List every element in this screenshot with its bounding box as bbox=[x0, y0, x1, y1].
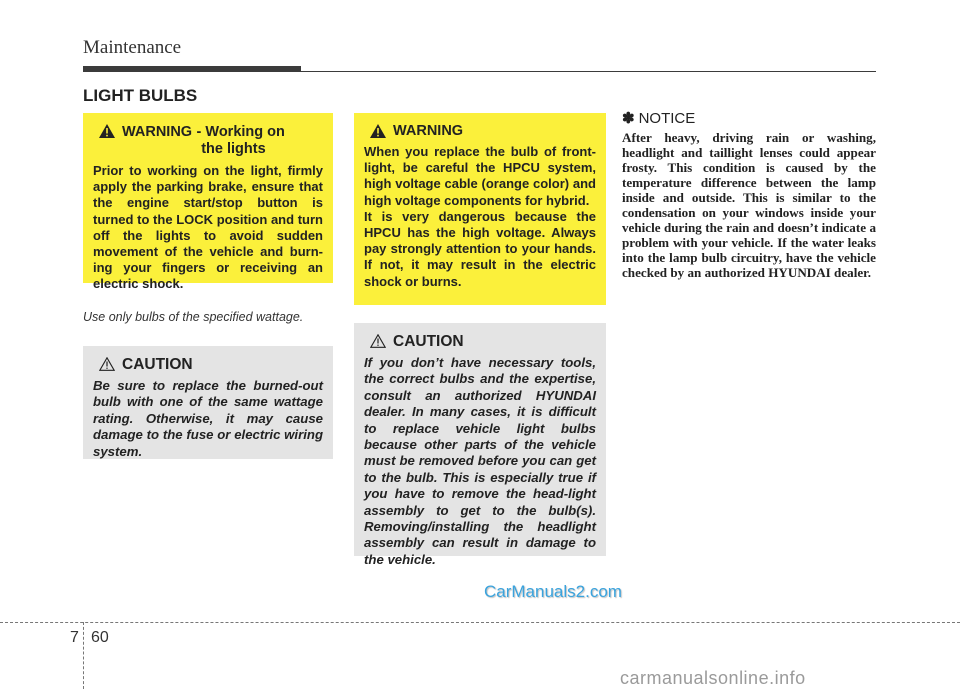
warning-text: Prior to working on the light, firmly apply the parking brake, ensure that the engine start/stop button is turned to the LOCK position and turn off the lights to avoid sudden movement of the vehicle and burn-ing your fingers or receiving an electric shock. bbox=[93, 163, 323, 292]
warning-title: WARNING bbox=[393, 123, 464, 139]
site-url[interactable]: carmanualsonline.info bbox=[620, 668, 806, 688]
caution-title: CAUTION bbox=[393, 333, 464, 350]
warning-triangle-icon bbox=[370, 124, 386, 138]
warning-triangle-icon bbox=[99, 124, 115, 138]
header-rule-thick bbox=[83, 66, 301, 72]
warning-subtitle-line1: - Working on bbox=[196, 124, 285, 140]
caution-title: CAUTION bbox=[122, 356, 193, 373]
caution-text: If you don’t have necessary tools, the correct bulbs and the expertise, consult an authorized HYUNDAI dealer. In many cases, it is difficult to replace vehicle light bulbs because other parts of the vehicle must be removed before you can get to the bulb. This is especially true if you have to remove the head-light assembly to get to the bulb(s). Removing/installing the headlight assembly can result in damage to the vehicle. bbox=[364, 355, 596, 567]
notice-heading bbox=[622, 109, 695, 127]
caution-text: Be sure to replace the burned-out bulb with one of the same wattage rating. Otherwise, it may cause damage to the fuse or electric wiring system. bbox=[93, 378, 323, 459]
caution-box-bulb-wattage bbox=[83, 346, 333, 459]
page-number: 60 bbox=[91, 629, 109, 646]
chapter-number: 7 bbox=[70, 629, 79, 646]
section-title: Maintenance bbox=[83, 37, 182, 58]
warning-text-paragraph-1: When you replace the bulb of front-light, be careful the HPCU system, high voltage cable (orange color) and high voltage components for hybrid. bbox=[364, 144, 596, 208]
caution-box-tools bbox=[354, 323, 606, 567]
notice-text: After heavy, driving rain or washing, headlight and taillight lenses could appear frosty. This condition is caused by the temperature difference between the lamp inside and outside. This is similar to the condensation on your windows inside your vehicle during the rain and doesn’t indicate a problem with your vehicle. If the water leaks into the lamp bulb circuitry, have the vehicle checked by an authorized HYUNDAI dealer. bbox=[622, 130, 876, 280]
notice-title: NOTICE bbox=[638, 109, 696, 127]
warning-subtitle-line2: the lights bbox=[201, 141, 266, 157]
warning-box-hpcu bbox=[354, 113, 606, 305]
wattage-note: Use only bulbs of the specified wattage. bbox=[83, 310, 304, 324]
warning-title: WARNING bbox=[122, 124, 193, 140]
notice-asterisk-icon: ✽ bbox=[622, 110, 635, 127]
footer-divider bbox=[0, 622, 960, 623]
watermark-link[interactable]: CarManuals2.com bbox=[484, 582, 622, 601]
header-rule-thin bbox=[301, 71, 876, 72]
caution-triangle-icon bbox=[370, 334, 386, 348]
warning-text-paragraph-2: It is very dangerous because the HPCU has the high voltage. Always pay strongly attention to your hands. If not, it may result in the electric shock or burns. bbox=[364, 208, 596, 289]
footer-vertical-divider bbox=[83, 622, 84, 689]
warning-box-working-on-lights bbox=[83, 113, 333, 292]
page-heading: LIGHT BULBS bbox=[83, 86, 198, 105]
caution-triangle-icon bbox=[99, 357, 115, 371]
